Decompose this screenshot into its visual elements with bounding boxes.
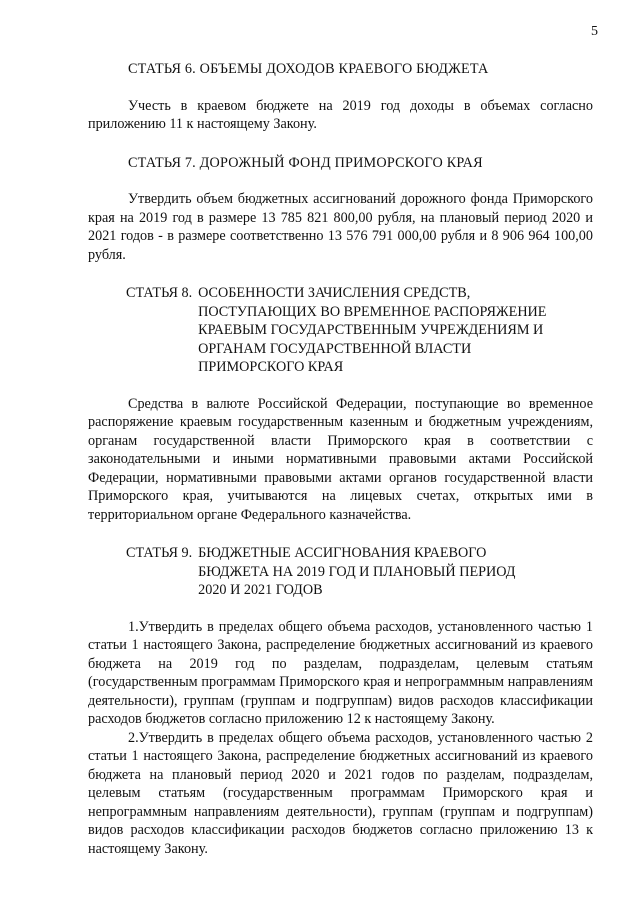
article-9-number: СТАТЬЯ 9. xyxy=(126,545,193,561)
article-9-title-line: БЮДЖЕТНЫЕ АССИГНОВАНИЯ КРАЕВОГО xyxy=(198,545,487,561)
article-8-title-line: ОСОБЕННОСТИ ЗАЧИСЛЕНИЯ СРЕДСТВ, xyxy=(198,285,471,301)
article-9-paragraph-2: 2.Утвердить в пределах общего объема расходов, установленного частью 2 статьи 1 настоящего Закона, распределение бюджетных ассигнований из краевого бюджета на плановый период 2020 и 2021 годов по разделам, подразделам, целевым статьям (государственным программам Приморского края и непрограммным направлениям деятельности), группам (группам и подгруппам) видов расходов классификации расходов бюджетов согласно приложению 13 к настоящему Закону. xyxy=(88,729,593,857)
article-8-heading xyxy=(126,284,593,377)
article-8-number: СТАТЬЯ 8. xyxy=(126,285,193,301)
article-8-title-line: ПРИМОРСКОГО КРАЯ xyxy=(198,359,344,375)
article-8-title-line: КРАЕВЫМ ГОСУДАРСТВЕННЫМ УЧРЕЖДЕНИЯМ И xyxy=(198,322,544,338)
article-6-heading: СТАТЬЯ 6. ОБЪЕМЫ ДОХОДОВ КРАЕВОГО БЮДЖЕТА xyxy=(128,61,489,77)
article-9-title-line: 2020 И 2021 ГОДОВ xyxy=(198,582,323,598)
article-9-title-line: БЮДЖЕТА НА 2019 ГОД И ПЛАНОВЫЙ ПЕРИОД xyxy=(198,563,516,580)
article-9-paragraph-1: 1.Утвердить в пределах общего объема расходов, установленного частью 1 статьи 1 настоящего Закона, распределение бюджетных ассигнований из краевого бюджета на 2019 год по разделам, подразделам, целевым статьям (государственным программам Приморского края и непрограммным направлениям деятельности), группам (группам и подгруппам) видов расходов классификации расходов бюджетов согласно приложению 12 к настоящему Закону. xyxy=(88,618,593,727)
article-9-title xyxy=(198,544,515,600)
article-8-title xyxy=(198,284,546,377)
article-8-title-line: ПОСТУПАЮЩИХ ВО ВРЕМЕННОЕ РАСПОРЯЖЕНИЕ xyxy=(198,303,547,320)
article-9-heading xyxy=(126,544,593,600)
article-8-title-line: ОРГАНАМ ГОСУДАРСТВЕННОЙ ВЛАСТИ xyxy=(198,340,472,357)
article-6-text: Учесть в краевом бюджете на 2019 год доходы в объемах согласно приложению 11 к настоящему Закону. xyxy=(88,97,593,132)
article-7-text: Утвердить объем бюджетных ассигнований дорожного фонда Приморского края на 2019 год в размере 13 785 821 800,00 рубля, на плановый период 2020 и 2021 годов - в размере соответственно 13 576 791 000,00 рубля и 8 906 964 100,00 рубля. xyxy=(88,191,593,263)
page-number: 5 xyxy=(591,24,598,39)
document-body xyxy=(88,60,593,858)
article-8-text: Средства в валюте Российской Федерации, поступающие во временное распоряжение краевым государственным казенным и бюджетным учреждениям, органам государственной власти Приморского края в соответствии с законодательными и иными нормативными правовыми актами Российской Федерации, нормативными правовыми актами органов государственной власти Приморского края, учитываются на лицевых счетах, открытых ими в территориальном органе Федерального казначейства. xyxy=(88,395,593,523)
article-7-heading: СТАТЬЯ 7. ДОРОЖНЫЙ ФОНД ПРИМОРСКОГО КРАЯ xyxy=(128,154,483,171)
